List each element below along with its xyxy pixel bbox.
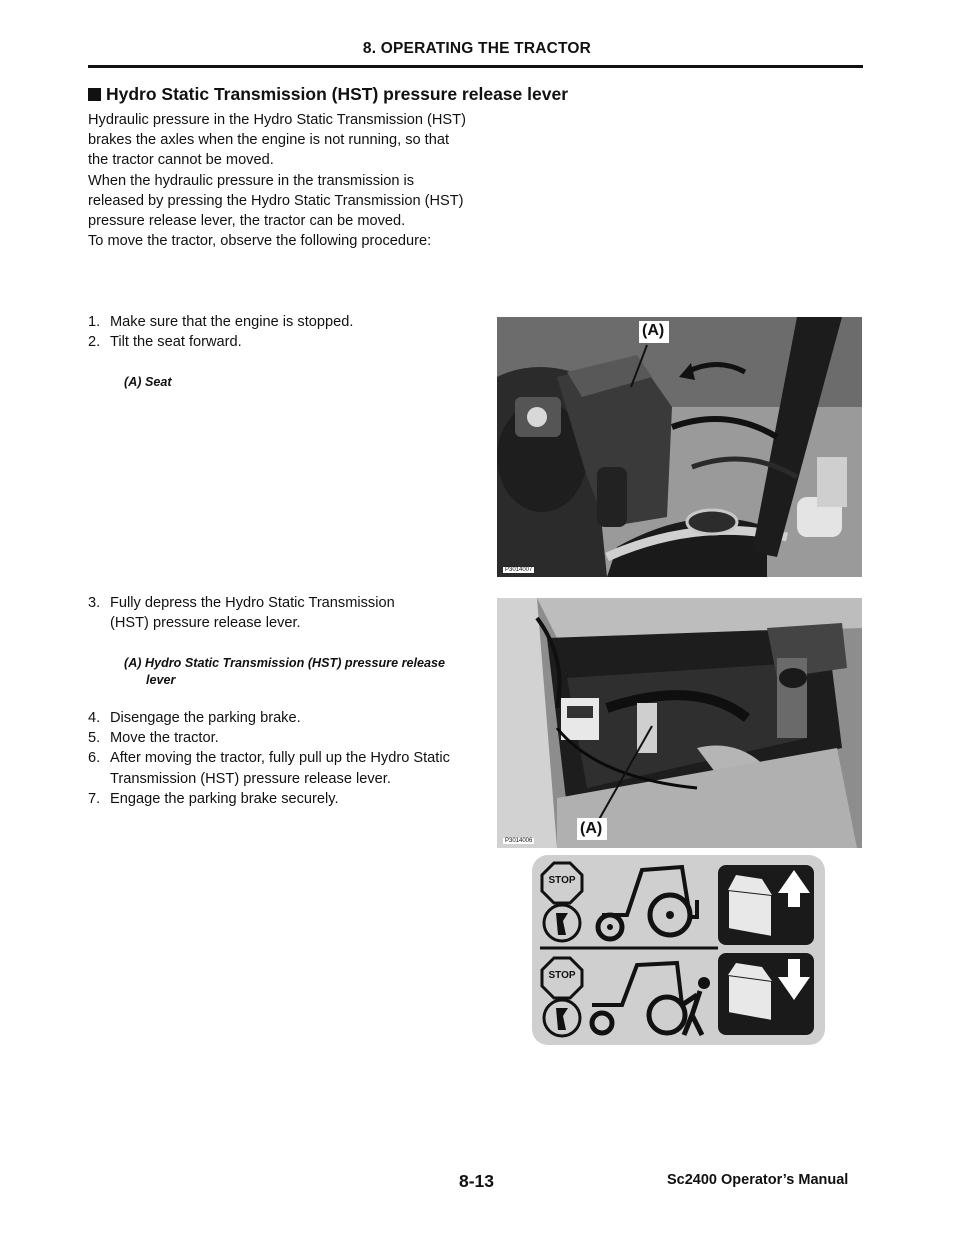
step-text: Engage the parking brake securely. — [110, 790, 339, 807]
chapter-heading: 8. OPERATING THE TRACTOR — [362, 40, 592, 57]
list-item — [88, 728, 468, 748]
stop-sign-label: STOP — [548, 875, 576, 886]
intro-paragraph: When the hydraulic pressure in the transmission is released by pressing the Hydro Static Transmission (HST) pressure release lever, the tractor can be moved. — [88, 172, 464, 230]
intro-text — [88, 110, 468, 251]
step-text: Make sure that the engine is stopped. — [110, 314, 354, 330]
step-list-1 — [88, 312, 458, 352]
step-text: Fully depress the Hydro Static Transmission (HST) pressure release lever. — [110, 595, 395, 632]
hst-decal — [532, 855, 825, 1045]
step-text: Tilt the seat forward. — [110, 334, 242, 351]
section-title — [88, 84, 568, 105]
step-list-3 — [88, 708, 468, 809]
photo-callout-a: (A) — [580, 820, 603, 837]
step-number: 6. — [88, 750, 101, 767]
step-list-2 — [88, 593, 433, 633]
section-title-text: Hydro Static Transmission (HST) pressure release lever — [106, 84, 568, 104]
list-item — [88, 593, 433, 633]
header-rule — [88, 65, 863, 68]
manual-title: Sc2400 Operator’s Manual — [667, 1172, 849, 1188]
step-text: After moving the tractor, fully pull up the Hydro Static Transmission (HST) pressure release lever. — [110, 750, 450, 787]
hst-lever-photo — [497, 598, 862, 848]
step-number: 7. — [88, 790, 101, 807]
intro-paragraph: Hydraulic pressure in the Hydro Static Transmission (HST) brakes the axles when the engine is not running, so that the tractor cannot be moved. — [88, 112, 466, 169]
step-number: 2. — [88, 334, 101, 351]
caption-lever: (A) Hydro Static Transmission (HST) pressure release lever — [124, 656, 446, 687]
list-item — [88, 332, 458, 352]
photo-callout-a: (A) — [642, 322, 665, 339]
photo-code: P3014006 — [505, 838, 533, 844]
step-number: 5. — [88, 730, 101, 747]
stop-sign-label: STOP — [548, 970, 576, 981]
square-bullet-icon — [88, 88, 101, 101]
step-text: Disengage the parking brake. — [110, 710, 301, 726]
seat-photo — [497, 317, 862, 577]
step-number: 3. — [88, 595, 101, 611]
list-item — [88, 312, 458, 332]
step-number: 4. — [88, 710, 101, 726]
photo-code: P3014007 — [505, 567, 533, 573]
seat-photo-image — [497, 317, 862, 577]
step-text: Move the tractor. — [110, 730, 219, 747]
intro-paragraph: To move the tractor, observe the following procedure: — [88, 233, 432, 250]
page-number: 8-13 — [459, 1171, 495, 1191]
list-item — [88, 708, 468, 728]
list-item — [88, 789, 468, 809]
step-number: 1. — [88, 314, 101, 330]
hst-lever-photo-image — [497, 598, 862, 848]
list-item — [88, 748, 468, 788]
caption-seat: (A) Seat — [124, 375, 172, 389]
